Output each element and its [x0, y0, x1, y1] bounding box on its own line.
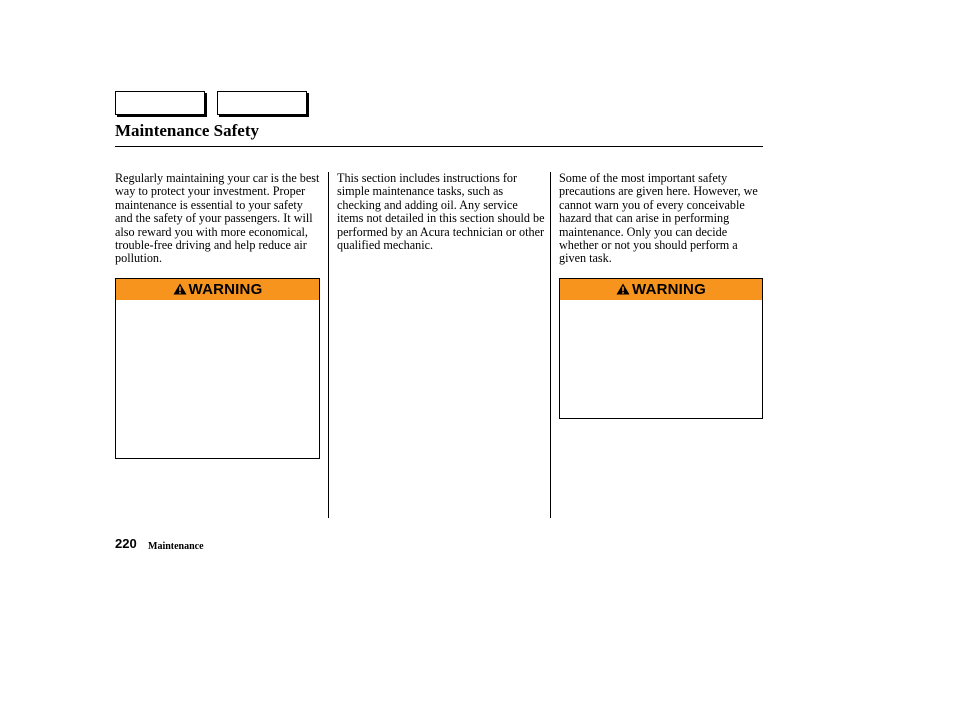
warning-header: [560, 279, 762, 300]
nav-tab-box-2[interactable]: [217, 91, 307, 115]
nav-tab-box-1[interactable]: [115, 91, 205, 115]
footer-section-name: Maintenance: [148, 541, 204, 552]
page-title: Maintenance Safety: [115, 121, 260, 140]
warning-header: [116, 279, 319, 300]
warning-box-2: [559, 278, 763, 419]
column-1-paragraph: Regularly maintaining your car is the best way to protect your investment. Proper maintenance is essential to your safety and the safety of your passengers. It will also reward you with more economical, trouble-free driving and help reduce air pollution.: [115, 171, 320, 266]
warning-triangle-icon: [616, 283, 630, 295]
warning-label: WARNING: [632, 281, 706, 298]
title-rule: [115, 146, 763, 147]
column-2-paragraph: This section includes instructions for simple maintenance tasks, such as checking and adding oil. Any service items not detailed in this section should be performed by an Acura technician or other qualified mechanic.: [337, 171, 545, 253]
column-divider-2: [550, 172, 551, 518]
warning-triangle-icon: [173, 283, 187, 295]
column-3-paragraph: Some of the most important safety precautions are given here. However, we cannot warn you of every conceivable hazard that can arise in performing maintenance. Only you can decide whether or not you should perform a given task.: [559, 171, 758, 266]
warning-box-1: [115, 278, 320, 459]
page-number: 220: [115, 536, 137, 551]
warning-label: WARNING: [188, 281, 263, 298]
column-divider-1: [328, 172, 329, 518]
